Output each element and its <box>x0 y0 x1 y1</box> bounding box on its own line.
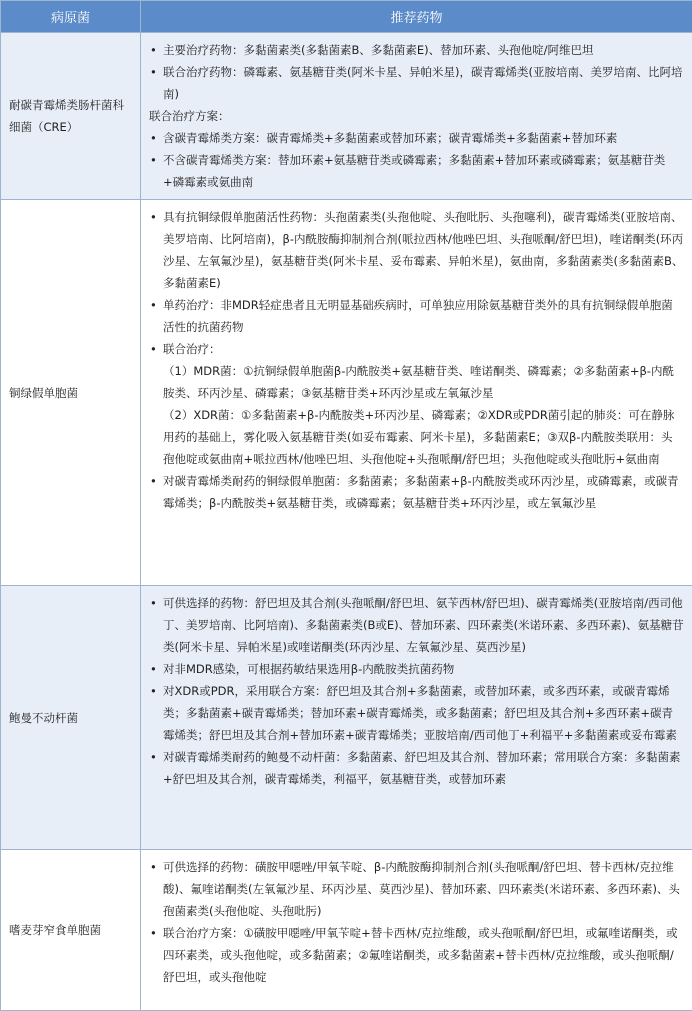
drug-bullet-item: • 对XDR或PDR，采用联合方案：舒巴坦及其合剂+多黏菌素，或替加环素，或多西环素，或碳青霉烯类；多黏菌素+碳青霉烯类；替加环素+碳青霉烯类，或多黏菌素；舒巴坦及其合剂+多西环素+碳青霉烯类；舒巴坦及其合剂+替加环素+碳青霉烯类；亚胺培南/西司他丁+利福平+多黏菌素或妥布霉素 <box>149 680 684 746</box>
drug-paragraph: 联合治疗方案： <box>149 105 684 127</box>
drug-bullet-item: • 不含碳青霉烯类方案：替加环素+氨基糖苷类或磷霉素；多黏菌素+替加环素或磷霉素；氨基糖苷类+磷霉素或氨曲南 <box>149 149 684 193</box>
drug-cell <box>141 850 692 1011</box>
drug-list <box>149 206 684 514</box>
drug-bullet-item: • 对碳青霉烯类耐药的铜绿假单胞菌：多黏菌素；多黏菌素+β-内酰胺类或环丙沙星，或磷霉素，或碳青霉烯类；β-内酰胺类+氨基糖苷类，或磷霉素；氨基糖苷类+环丙沙星，或左氧氟沙星 <box>149 470 684 514</box>
drug-bullet-item: • 可供选择的药物：磺胺甲噁唑/甲氧苄啶、β-内酰胺酶抑制剂合剂(头孢哌酮/舒巴坦、替卡西林/克拉维酸)、氟喹诺酮类(左氧氟沙星、环丙沙星、莫西沙星)、替加环素、四环素类(米诺环素、多西环素)、头孢菌素类(头孢他啶、头孢吡肟) <box>149 856 684 922</box>
drug-sub-item: （2）XDR菌：①多黏菌素+β-内酰胺类+环丙沙星、磷霉素；②XDR或PDR菌引起的肺炎：可在静脉用药的基础上，雾化吸入氨基糖苷类(如妥布霉素、阿米卡星)，多黏菌素E；③双β-内酰胺类联用：头孢他啶或氨曲南+哌拉西林/他唑巴坦、头孢他啶+头孢哌酮/舒巴坦；头孢他啶或头孢吡肟+氨曲南 <box>149 404 684 470</box>
table-row <box>1 200 692 586</box>
table-row <box>1 33 692 200</box>
drug-bullet-item: • 含碳青霉烯类方案：碳青霉烯类+多黏菌素或替加环素；碳青霉烯类+多黏菌素+替加环素 <box>149 127 684 149</box>
table-row <box>1 850 692 1011</box>
drug-bullet-item: • 单药治疗：非MDR轻症患者且无明显基础疾病时，可单独应用除氨基糖苷类外的具有抗铜绿假单胞菌活性的抗菌药物 <box>149 294 684 338</box>
pathogen-cell: 嗜麦芽窄食单胞菌 <box>1 850 141 1011</box>
pathogen-cell: 鲍曼不动杆菌 <box>1 586 141 850</box>
pathogen-cell: 铜绿假单胞菌 <box>1 200 141 586</box>
drug-bullet-item: • 联合治疗药物：磷霉素、氨基糖苷类(阿米卡星、异帕米星)，碳青霉烯类(亚胺培南、美罗培南、比阿培南) <box>149 61 684 105</box>
drug-cell <box>141 200 692 586</box>
drug-bullet-item: • 主要治疗药物：多黏菌素类(多黏菌素B、多黏菌素E)、替加环素、头孢他啶/阿维巴坦 <box>149 39 684 61</box>
drug-bullet-item: • 具有抗铜绿假单胞菌活性药物：头孢菌素类(头孢他啶、头孢吡肟、头孢噻利)，碳青霉烯类(亚胺培南、美罗培南、比阿培南)，β-内酰胺酶抑制剂合剂(哌拉西林/他唑巴坦、头孢哌酮/舒巴坦)，喹诺酮类(环丙沙星、左氧氟沙星)，氨基糖苷类(阿米卡星、妥布霉素、异帕米星)，氨曲南，多黏菌素类(多黏菌素B、多黏菌素E) <box>149 206 684 294</box>
table-header-row <box>1 1 692 33</box>
drug-cell <box>141 33 692 200</box>
drug-list <box>149 856 684 988</box>
header-pathogen: 病原菌 <box>1 1 141 33</box>
header-recommended-drugs: 推荐药物 <box>141 1 692 33</box>
drug-bullet-item: • 对非MDR感染，可根据药敏结果选用β-内酰胺类抗菌药物 <box>149 658 684 680</box>
drug-cell <box>141 586 692 850</box>
drug-list <box>149 592 684 790</box>
drug-bullet-item: • 对碳青霉烯类耐药的鲍曼不动杆菌：多黏菌素、舒巴坦及其合剂、替加环素；常用联合方案：多黏菌素+舒巴坦及其合剂，碳青霉烯类，利福平，氨基糖苷类，或替加环素 <box>149 746 684 790</box>
drug-list <box>149 39 684 193</box>
drug-sub-item: （1）MDR菌：①抗铜绿假单胞菌β-内酰胺类+氨基糖苷类、喹诺酮类、磷霉素；②多黏菌素+β-内酰胺类、环丙沙星、磷霉素；③氨基糖苷类+环丙沙星或左氧氟沙星 <box>149 360 684 404</box>
drug-bullet-item: • 联合治疗方案：①磺胺甲噁唑/甲氧苄啶+替卡西林/克拉维酸，或头孢哌酮/舒巴坦，或氟喹诺酮类，或四环素类，或头孢他啶，或多黏菌素；②氟喹诺酮类，或多黏菌素+替卡西林/克拉维酸，或头孢哌酮/舒巴坦，或头孢他啶 <box>149 922 684 988</box>
drug-bullet-item: • 可供选择的药物：舒巴坦及其合剂(头孢哌酮/舒巴坦、氨苄西林/舒巴坦)、碳青霉烯类(亚胺培南/西司他丁、美罗培南、比阿培南)、多黏菌素类(B或E)、替加环素、四环素类(米诺环素、多西环素)、氨基糖苷类(阿米卡星、异帕米星)或喹诺酮类(环丙沙星、左氧氟沙星、莫西沙星) <box>149 592 684 658</box>
pathogen-cell: 耐碳青霉烯类肠杆菌科细菌（CRE） <box>1 33 141 200</box>
table-row <box>1 586 692 850</box>
drug-bullet-item: • 联合治疗： <box>149 338 684 360</box>
